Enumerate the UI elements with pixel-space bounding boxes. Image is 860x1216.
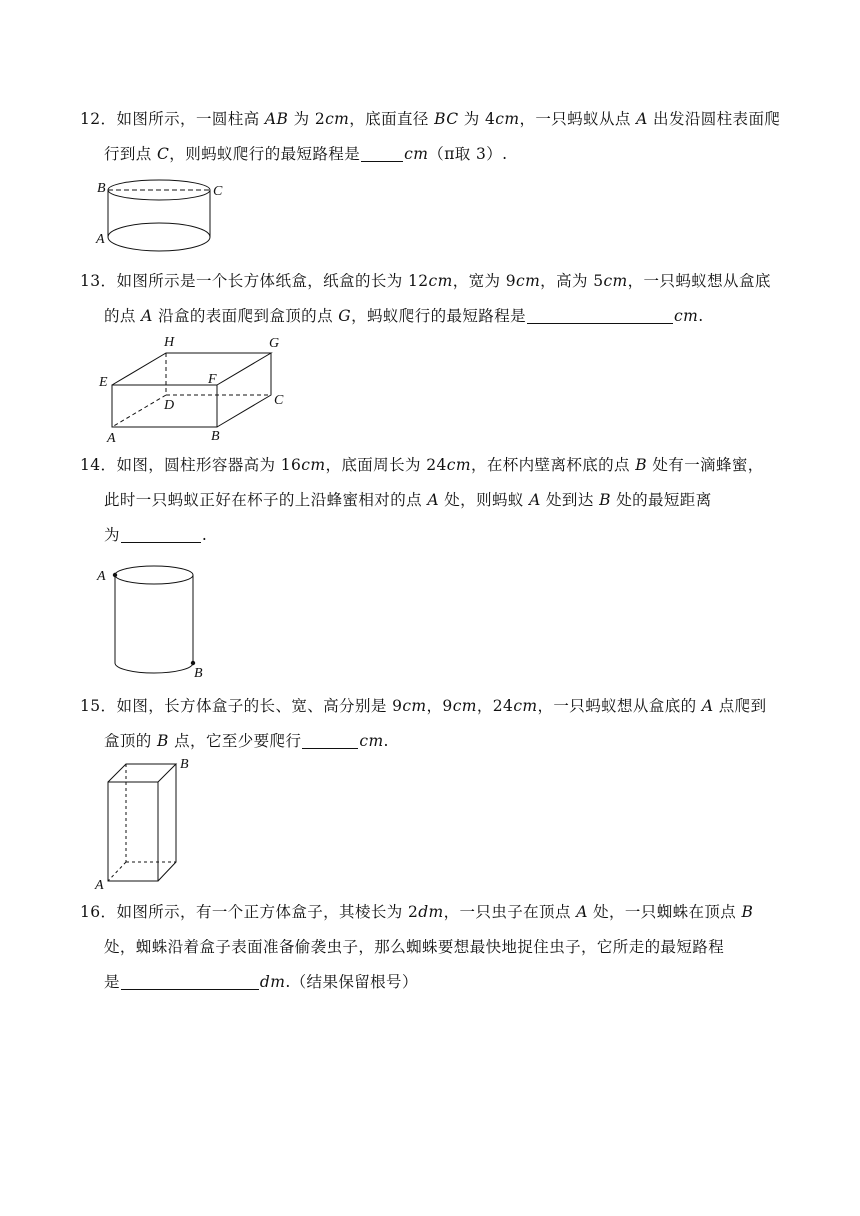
label-f: F <box>208 372 217 387</box>
label-a: A <box>97 569 106 584</box>
question-16-line-1: 16．如图所示，有一个正方体盒子，其棱长为 2dm，一只虫子在顶点 A 处，一只蜘蛛在顶点 B <box>80 903 754 921</box>
question-14-line-1: 14．如图，圆柱形容器高为 16cm，底面周长为 24cm，在杯内壁离杯底的点 B 处有一滴蜂蜜， <box>80 456 764 474</box>
label-g: G <box>269 336 280 351</box>
label-d: D <box>164 398 175 413</box>
question-13-line-1: 13．如图所示是一个长方体纸盒，纸盒的长为 12cm，宽为 9cm，高为 5cm，一只蚂蚁想从盒底 <box>80 272 771 290</box>
question-13-line-2: 的点 A 沿盒的表面爬到盒顶的点 G，蚂蚁爬行的最短路程是 cm. <box>104 307 704 325</box>
label-b: B <box>97 181 106 196</box>
question-13 <box>80 264 782 334</box>
cylinder-container-figure-14 <box>92 560 222 684</box>
question-14 <box>80 448 782 553</box>
tall-cuboid-figure-15 <box>94 754 204 892</box>
question-12 <box>80 102 782 172</box>
label-b: B <box>211 429 220 444</box>
answer-blank-13[interactable] <box>527 305 673 324</box>
question-15 <box>80 689 782 759</box>
label-b: B <box>180 757 189 772</box>
question-14-line-2: 此时一只蚂蚁正好在杯子的上沿蜂蜜相对的点 A 处，则蚂蚁 A 处到达 B 处的最短距离 <box>104 491 712 509</box>
point-a <box>113 573 117 577</box>
answer-blank-12[interactable] <box>361 143 403 162</box>
label-a: A <box>107 431 116 446</box>
cylinder-figure-12 <box>94 178 224 258</box>
question-12-line-2: 行到点 C，则蚂蚁爬行的最短路程是 cm（π取 3）. <box>104 145 508 163</box>
answer-blank-16[interactable] <box>121 971 259 990</box>
label-a: A <box>96 232 105 247</box>
question-16 <box>80 895 782 1000</box>
question-15-line-1: 15．如图，长方体盒子的长、宽、高分别是 9cm，9cm，24cm，一只蚂蚁想从盒底的 A 点爬到 <box>80 697 767 715</box>
label-a: A <box>95 878 104 893</box>
label-h: H <box>164 335 175 350</box>
answer-blank-15[interactable] <box>302 730 358 749</box>
label-c: C <box>213 184 223 199</box>
label-c: C <box>274 393 284 408</box>
question-12-line-1: 12．如图所示，一圆柱高 AB 为 2cm，底面直径 BC 为 4cm，一只蚂蚁从点 A 出发沿圆柱表面爬 <box>80 110 781 128</box>
question-14-line-3: 为 . <box>104 526 208 544</box>
question-16-line-3: 是 dm.（结果保留根号） <box>104 973 418 991</box>
answer-blank-14[interactable] <box>121 524 201 543</box>
label-e: E <box>99 375 108 390</box>
point-b <box>191 661 195 665</box>
label-b: B <box>194 666 203 681</box>
question-16-line-2: 处，蜘蛛沿着盒子表面准备偷袭虫子，那么蜘蛛要想最快地捉住虫子，它所走的最短路程 <box>104 938 725 956</box>
cuboid-figure-13 <box>96 332 296 446</box>
question-15-line-2: 盒顶的 B 点，它至少要爬行 cm. <box>104 732 389 750</box>
